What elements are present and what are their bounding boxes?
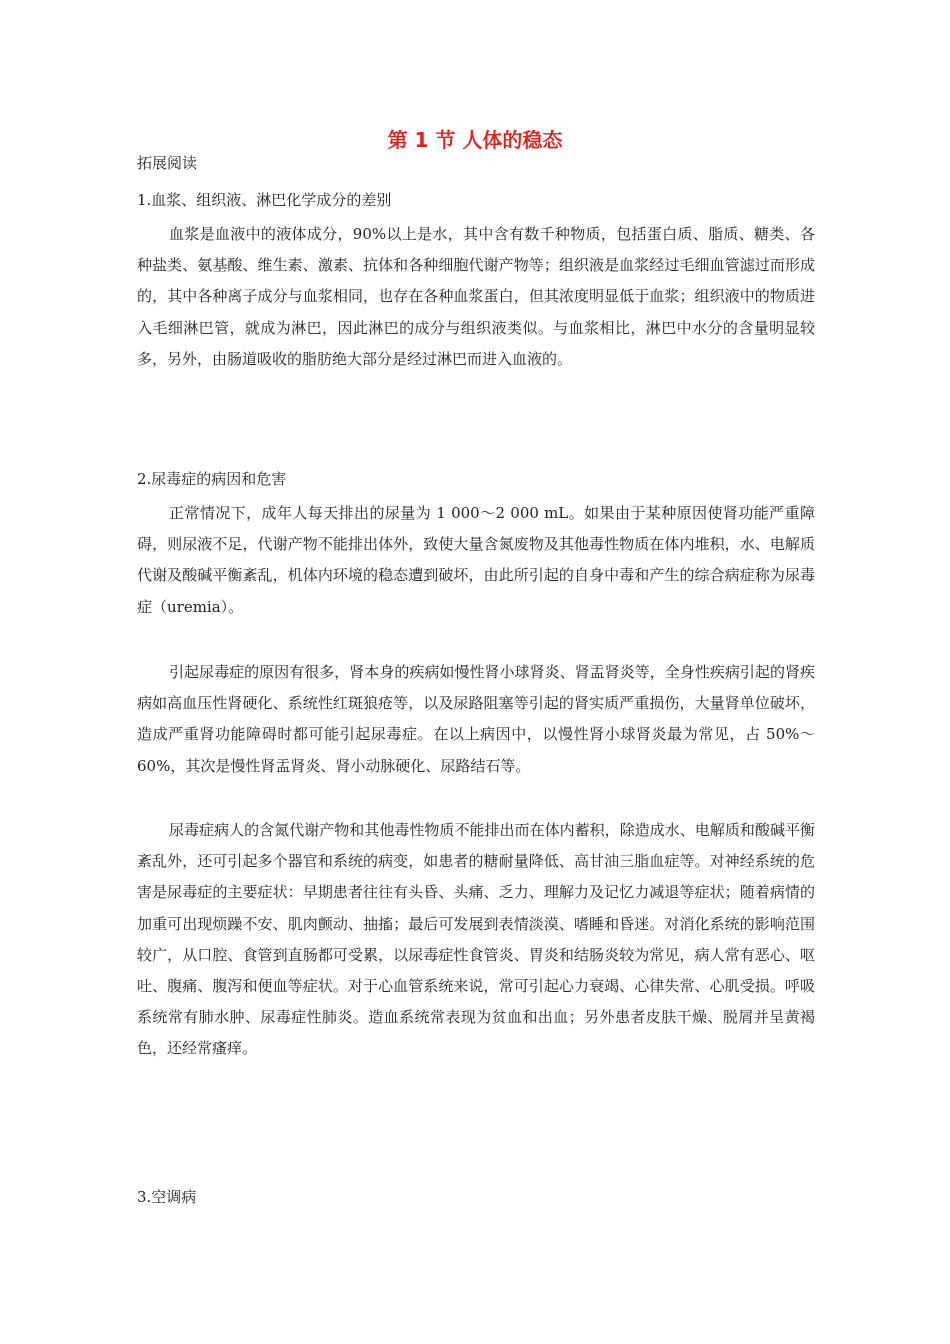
section-2-paragraph-1: 正常情况下，成年人每天排出的尿量为 1 000～2 000 mL。如果由于某种原因使肾功能严重障碍，则尿液不足，代谢产物不能排出体外，致使大量含氮废物及其他毒性物质在体内堆积，水、电解质代谢及酸碱平衡紊乱，机体内环境的稳态遭到破坏，由此所引起的自身中毒和产生的综合病症称为尿毒症（uremia）。 <box>137 504 815 616</box>
section-1-paragraph: 血浆是血液中的液体成分，90%以上是水，其中含有数千种物质，包括蛋白质、脂质、糖类、各种盐类、氨基酸、维生素、激素、抗体和各种细胞代谢产物等；组织液是血浆经过毛细血管滤过而形成的，其中各种离子成分与血浆相同，也存在各种血浆蛋白，但其浓度明显低于血浆；组织液中的物质进入毛细淋巴管，就成为淋巴，因此淋巴的成分与组织液类似。与血浆相比，淋巴中水分的含量明显较多，另外，由肠道吸收的脂肪绝大部分是经过淋巴而进入血液的。 <box>137 225 815 368</box>
section-1-heading: 1.血浆、组织液、淋巴化学成分的差别 <box>137 191 392 209</box>
section-2-paragraph-3: 尿毒症病人的含氮代谢产物和其他毒性物质不能排出而在体内蓄积，除造成水、电解质和酸碱平衡紊乱外，还可引起多个器官和系统的病变，如患者的糖耐量降低、高甘油三脂血症等。对神经系统的危害是尿毒症的主要症状：早期患者往往有头昏、头痛、乏力、理解力及记忆力减退等症状；随着病情的加重可出现烦躁不安、肌肉颤动、抽搐；最后可发展到表情淡漠、嗜睡和昏迷。对消化系统的影响范围较广，从口腔、食管到直肠都可受累，以尿毒症性食管炎、胃炎和结肠炎较为常见，病人常有恶心、呕吐、腹痛、腹泻和便血等症状。对于心血管系统来说，常可引起心力衰竭、心律失常、心肌受损。呼吸系统常有肺水肿、尿毒症性肺炎。造血系统常表现为贫血和出血；另外患者皮肤干燥、脱屑并呈黄褐色，还经常瘙痒。 <box>137 821 815 1058</box>
page-title: 第 1 节 人体的稳态 <box>387 128 563 152</box>
section-3-heading: 3.空调病 <box>137 1188 197 1206</box>
subtitle: 拓展阅读 <box>137 154 198 172</box>
section-2-heading: 2.尿毒症的病因和危害 <box>137 470 287 488</box>
section-2-paragraph-2: 引起尿毒症的原因有很多，肾本身的疾病如慢性肾小球肾炎、肾盂肾炎等，全身性疾病引起的肾疾病如高血压性肾硬化、系统性红斑狼疮等，以及尿路阻塞等引起的肾实质严重损伤，大量肾单位破坏，造成严重肾功能障碍时都可能引起尿毒症。在以上病因中，以慢性肾小球肾炎最为常见，占 50%～60%，其次是慢性肾盂肾炎、肾小动脉硬化、尿路结石等。 <box>137 663 815 775</box>
